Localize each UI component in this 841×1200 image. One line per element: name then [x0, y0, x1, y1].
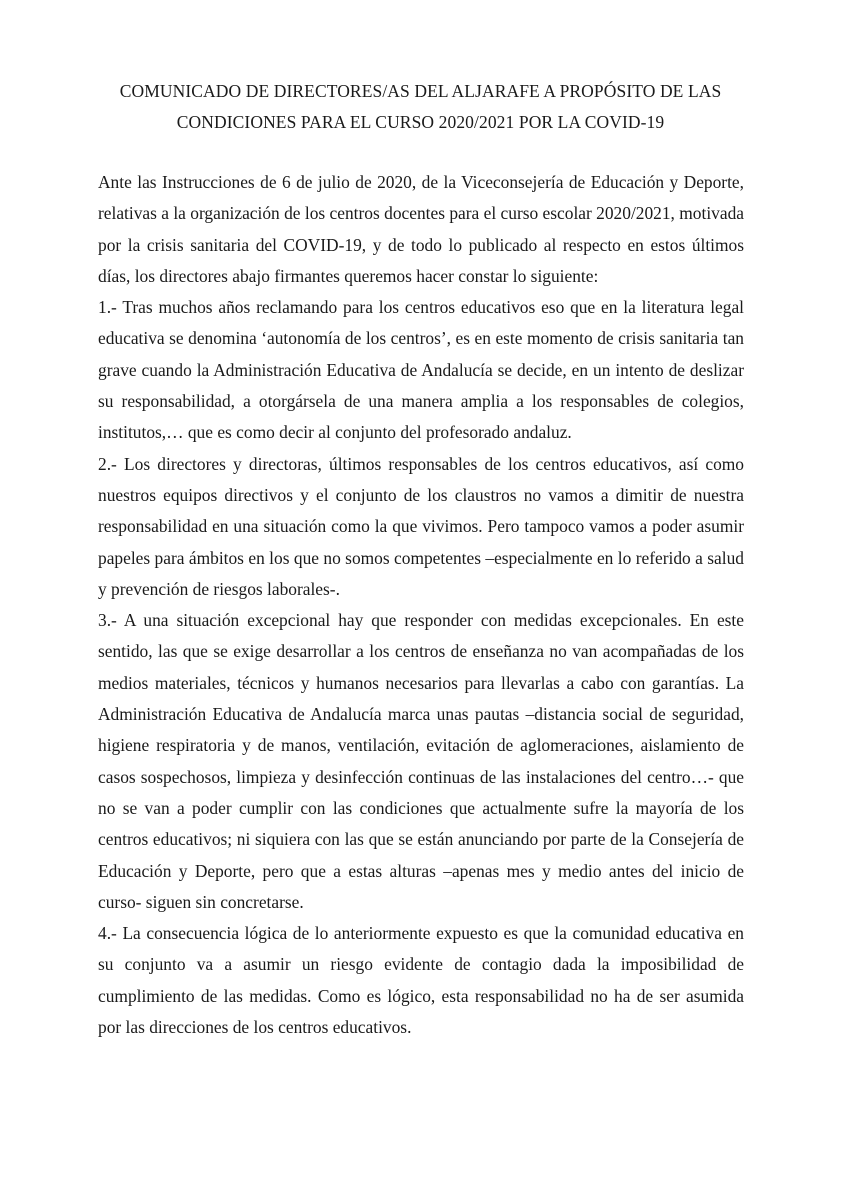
point-4-paragraph: 4.- La consecuencia lógica de lo anteriormente expuesto es que la comunidad educativa en su conjunto va a asumir un riesgo evidente de contagio dada la imposibilidad de cumplimiento de las medidas. Como es lógico, esta responsabilidad no ha de ser asumida por las direcciones de los centros educativos. — [98, 923, 744, 1038]
point-2-paragraph: 2.- Los directores y directoras, últimos responsables de los centros educativos, así como nuestros equipos directivos y el conjunto de los claustros no vamos a dimitir de nuestra responsabilidad en una situación como la que vivimos. Pero tampoco vamos a poder asumir papeles para ámbitos en los que no somos competentes –especialmente en lo referido a salud y prevención de riesgos laborales-. — [98, 453, 744, 599]
point-1-paragraph: 1.- Tras muchos años reclamando para los centros educativos eso que en la literatura legal educativa se denomina ‘autonomía de los centros’, es en este momento de crisis sanitaria tan grave cuando la Administración Educativa de Andalucía se decide, en un intento de deslizar su responsabilidad, a otorgársela de una manera amplia a los responsables de colegios, institutos,… que es como decir al conjunto del profesorado andaluz. — [98, 297, 744, 443]
document-title — [60, 76, 781, 138]
title-line-2: CONDICIONES PARA EL CURSO 2020/2021 POR LA COVID-19 — [176, 112, 665, 132]
point-3-paragraph: 3.- A una situación excepcional hay que responder con medidas excepcionales. En este sentido, las que se exige desarrollar a los centros de enseñanza no van acompañadas de los medios materiales, técnicos y humanos necesarios para llevarlas a cabo con garantías. La Administración Educativa de Andalucía marca unas pautas –distancia social de seguridad, higiene respiratoria y de manos, ventilación, evitación de aglomeraciones, aislamiento de casos sospechosos, limpieza y desinfección continuas de las instalaciones del centro…- que no se van a poder cumplir con las condiciones que actualmente sufre la mayoría de los centros educativos; ni siquiera con las que se están anunciando por parte de la Consejería de Educación y Deporte, pero que a estas alturas –apenas mes y medio antes del inicio de curso- siguen sin concretarse. — [98, 610, 744, 912]
document-body — [98, 167, 744, 1043]
intro-paragraph: Ante las Instrucciones de 6 de julio de 2020, de la Viceconsejería de Educación y Deporte, relativas a la organización de los centros docentes para el curso escolar 2020/2021, motivada por la crisis sanitaria del COVID-19, y de todo lo publicado al respecto en estos últimos días, los directores abajo firmantes queremos hacer constar lo siguiente: — [98, 172, 744, 286]
title-line-1: COMUNICADO DE DIRECTORES/AS DEL ALJARAFE A PROPÓSITO DE LAS — [119, 81, 722, 101]
